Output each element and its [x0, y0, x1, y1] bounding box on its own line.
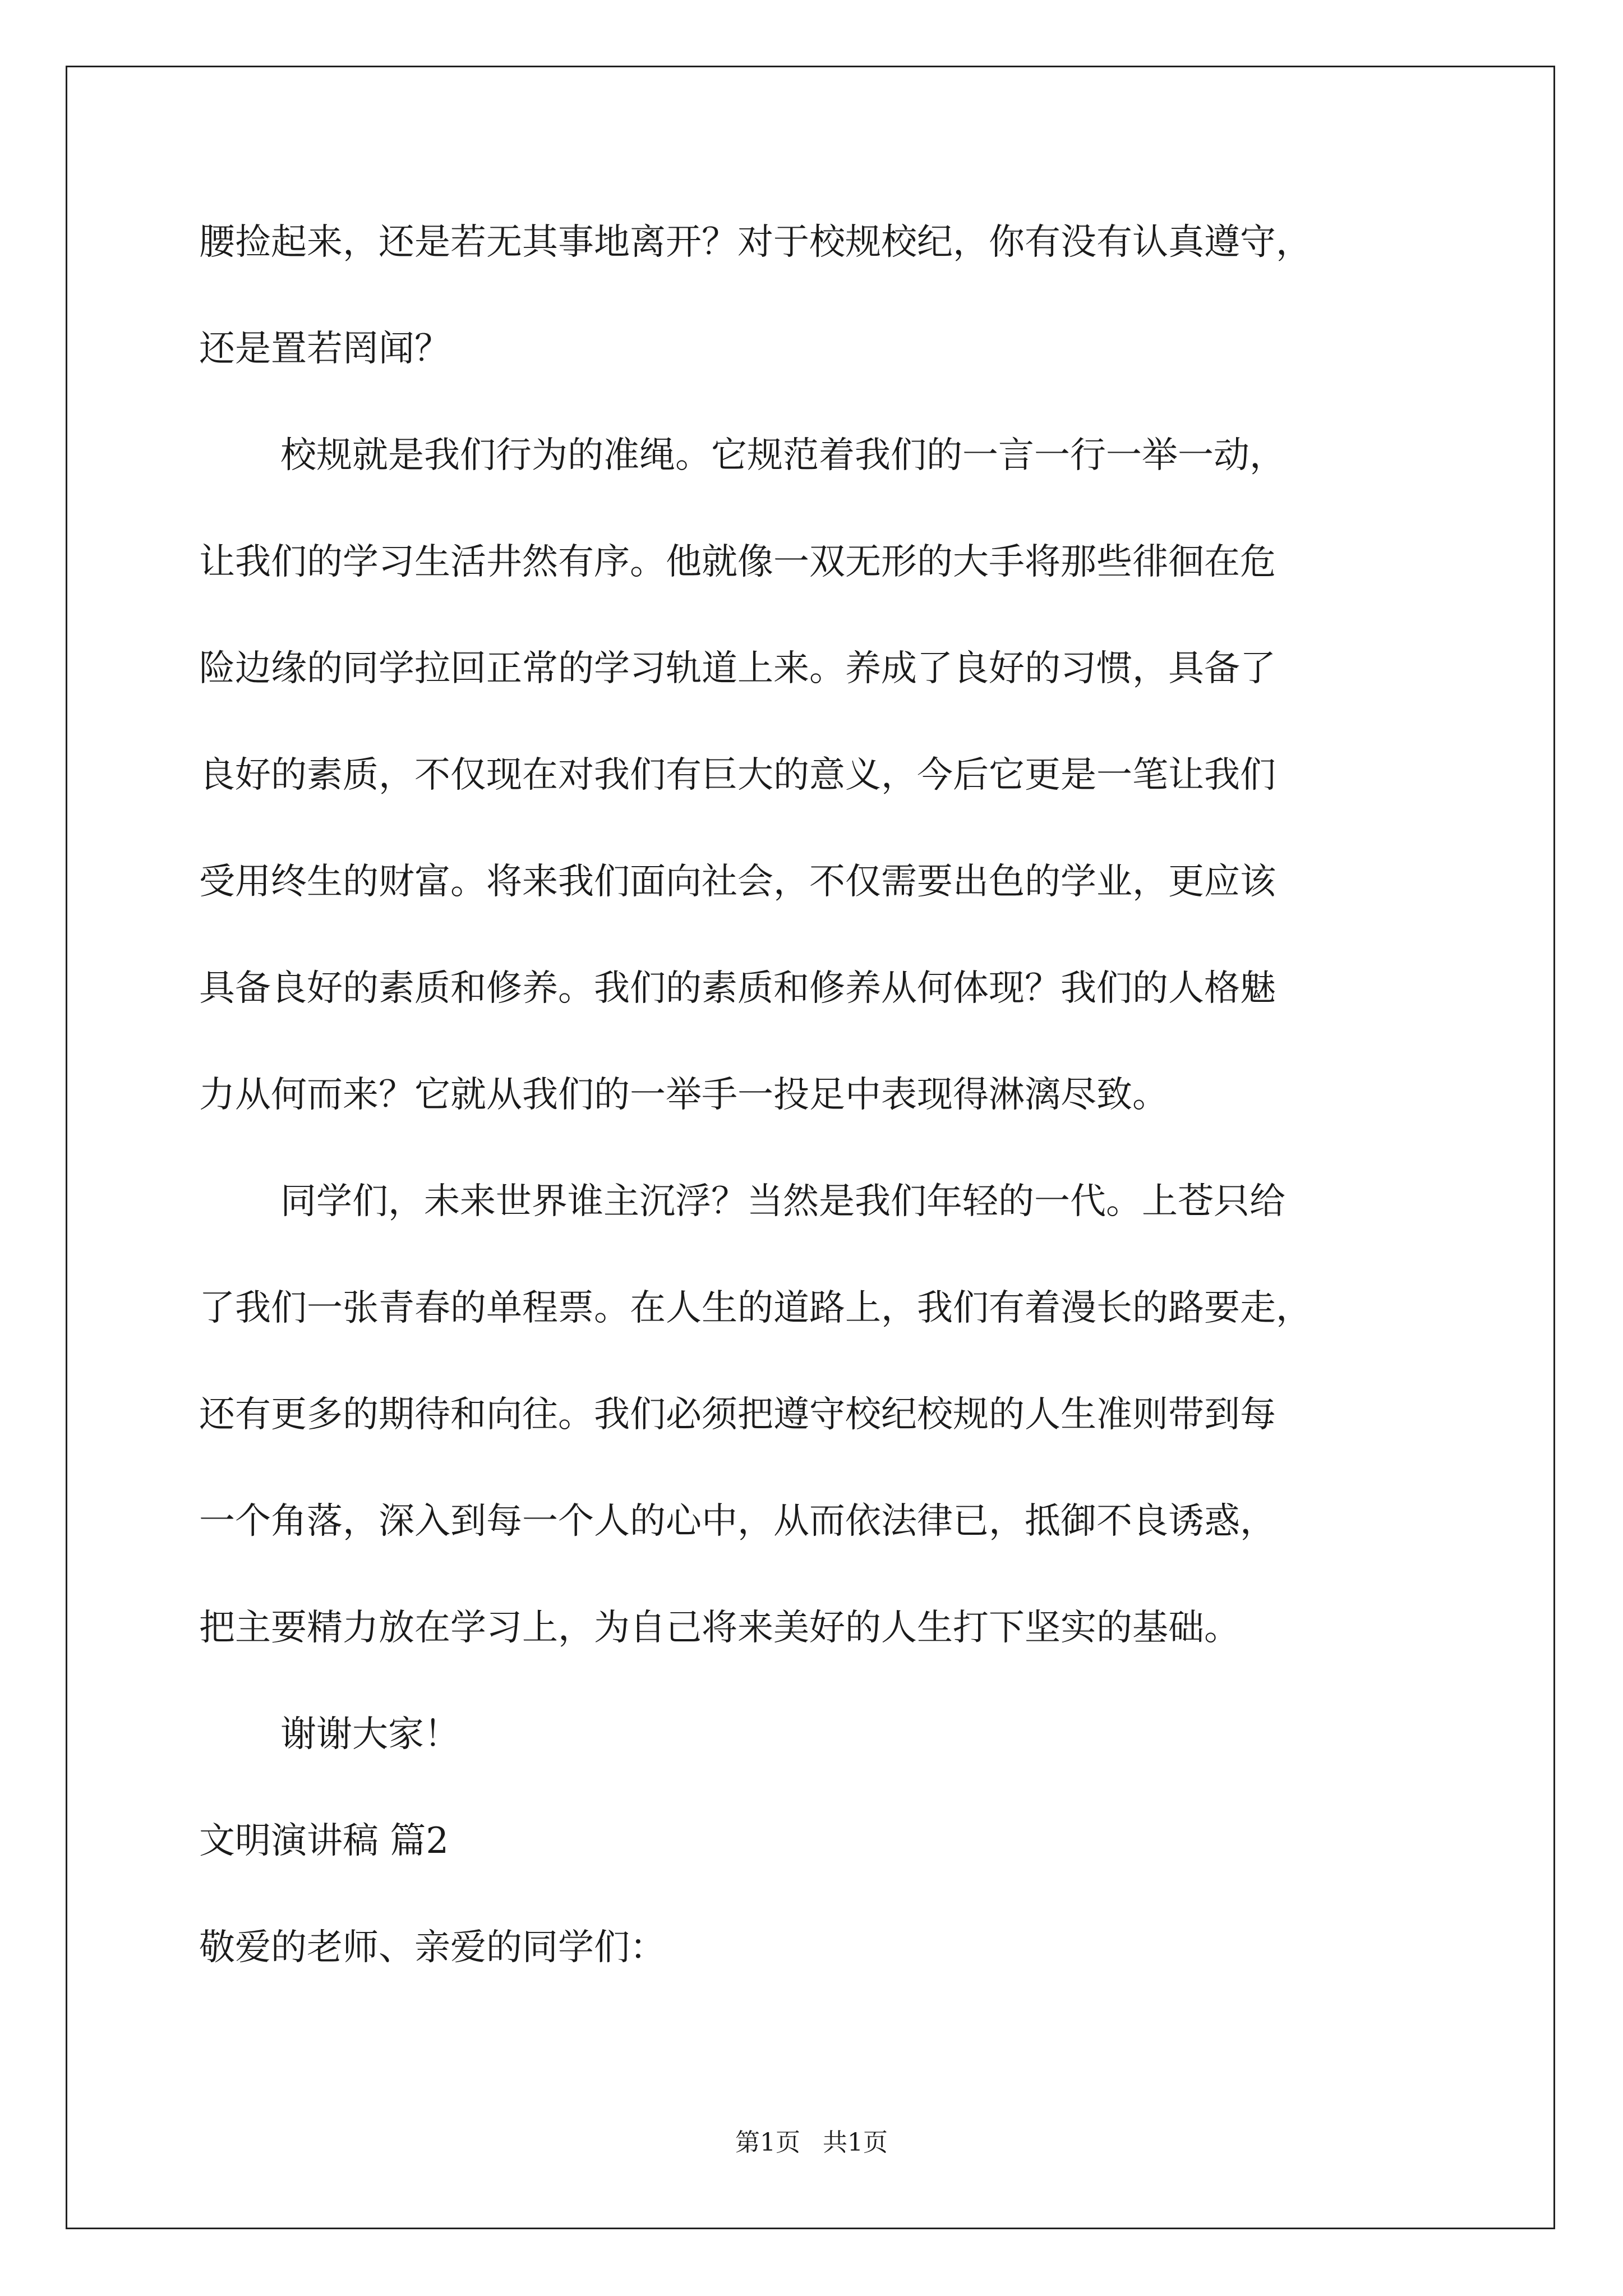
- page-border: [66, 66, 1555, 2229]
- body-line-13: 一个角落，深入到每一个人的心中，从而依法律已，抵御不良诱惑，: [199, 1501, 1276, 1542]
- body-line-14: 把主要精力放在学习上，为自己将来美好的人生打下坚实的基础。: [199, 1607, 1240, 1649]
- body-line-7: 受用终生的财富。将来我们面向社会，不仅需要出色的学业，更应该: [199, 861, 1276, 903]
- body-line-5: 险边缘的同学拉回正常的学习轨道上来。养成了良好的习惯，具备了: [199, 648, 1276, 689]
- body-line-9: 力从何而来？它就从我们的一举手一投足中表现得淋漓尽致。: [199, 1074, 1168, 1116]
- salutation-line: 敬爱的老师、亲爱的同学们：: [199, 1927, 666, 1968]
- body-line-2: 还是置若罔闻？: [199, 328, 450, 370]
- page-total: 共1页: [823, 2128, 888, 2157]
- body-line-1: 腰捡起来，还是若无其事地离开？对于校规校纪，你有没有认真遵守，: [199, 222, 1312, 263]
- paragraph-3-start: 同学们，未来世界谁主沉浮？当然是我们年轻的一代。上苍只给: [280, 1181, 1285, 1222]
- paragraph-2-start: 校规就是我们行为的准绳。它规范着我们的一言一行一举一动，: [280, 435, 1285, 476]
- thanks-line: 谢谢大家！: [280, 1714, 460, 1755]
- page-footer: [0, 2126, 1623, 2160]
- body-line-4: 让我们的学习生活井然有序。他就像一双无形的大手将那些徘徊在危: [199, 541, 1276, 583]
- body-line-6: 良好的素质，不仅现在对我们有巨大的意义，今后它更是一笔让我们: [199, 754, 1276, 796]
- page-number: 第1页: [735, 2128, 800, 2157]
- body-line-12: 还有更多的期待和向往。我们必须把遵守校纪校规的人生准则带到每: [199, 1394, 1276, 1435]
- body-line-8: 具备良好的素质和修养。我们的素质和修养从何体现？我们的人格魅: [199, 968, 1276, 1009]
- body-line-11: 了我们一张青春的单程票。在人生的道路上，我们有着漫长的路要走，: [199, 1287, 1312, 1329]
- section-title: 文明演讲稿 篇2: [199, 1820, 449, 1862]
